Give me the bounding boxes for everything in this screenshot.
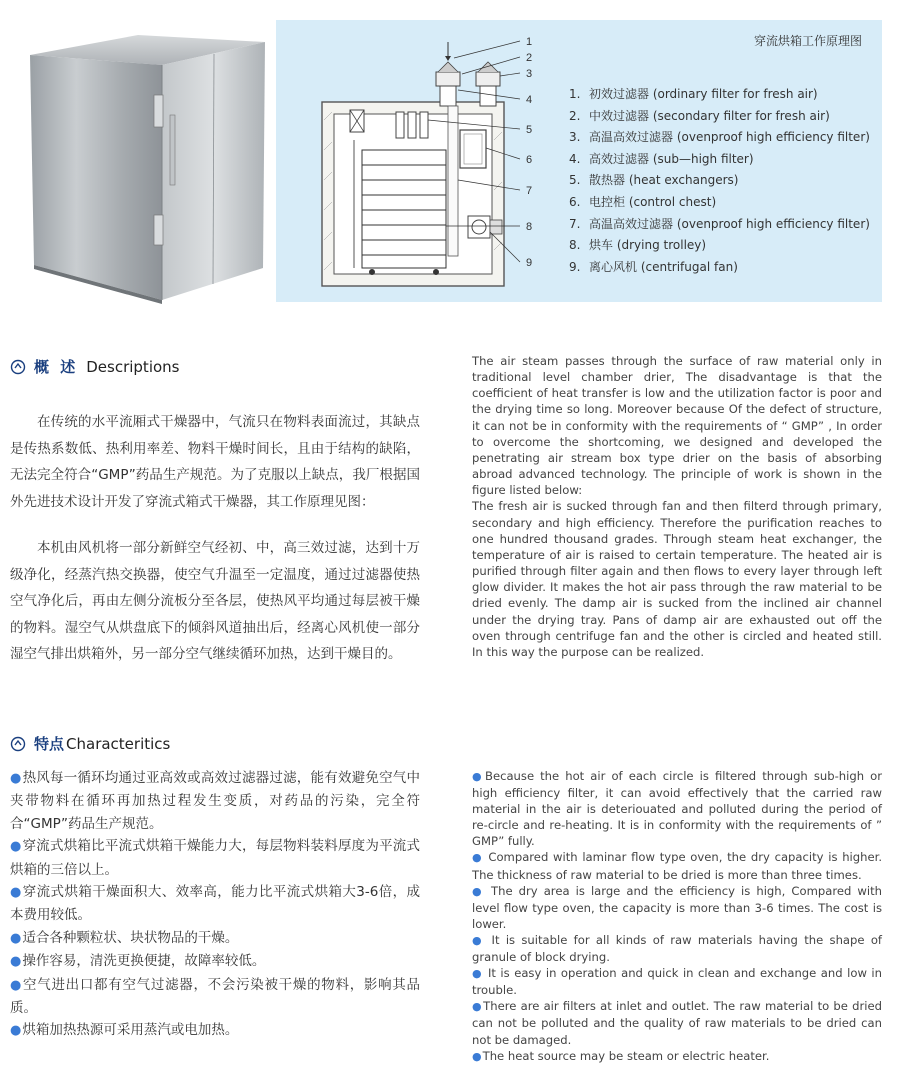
bullet-icon: ● — [472, 770, 484, 783]
characteristic-item-zh — [10, 835, 420, 881]
bullet-icon: ● — [472, 884, 484, 898]
bullet-icon: ● — [10, 771, 22, 786]
callout-1: 1 — [526, 36, 533, 48]
descriptions-paragraph-zh: 在传统的水平流厢式干燥器中，气流只在物料表面流过，其缺点是传热系数低、热利用率差、物料干燥时间长，且由于结构的缺陷，无法完全符合“GMP”药品生产规范。为了克服以上缺点，我厂根据国外先进技术设计开发了穿流式箱式干燥器，其工作原理见图： — [10, 414, 420, 510]
legend-number: 3. — [569, 130, 581, 145]
bullet-icon: ● — [472, 1000, 483, 1014]
characteristic-text-en: The dry area is large and the efficiency is high, Compared with level flow type oven, the capacity is more than 3-6 times. The cost is lower. — [472, 883, 882, 931]
callout-7: 7 — [526, 185, 533, 197]
descriptions-text-en — [472, 353, 882, 660]
characteristic-text-zh: 穿流式烘箱比平流式烘箱干燥能力大，每层物料装料厚度为平流式烘箱的三倍以上。 — [10, 838, 421, 878]
characteristic-item-zh — [10, 927, 420, 950]
descriptions-paragraph-en: The air steam passes through the surface of raw material only in traditional level chamber drier, The disadvantage is that the coefficient of heat transfer is low and the utilization factor is poor and the drying time so long. Moreover because Of the defect of structure, it can not be in conformity with the requirements of “ GMP” , In order to overcome the shortcoming, we designed and developed the penetrating air stream box type drier on the basis of absorbing abroad advanced technology. The principle of work is shown in the figure listed below: — [472, 354, 882, 498]
callout-8: 8 — [526, 221, 533, 233]
legend-item — [569, 84, 870, 106]
descriptions-text-zh — [10, 409, 420, 668]
characteristic-item-zh — [10, 950, 420, 973]
bullet-icon: ● — [10, 839, 22, 855]
characteristic-text-en: The heat source may be steam or electric heater. — [482, 1048, 770, 1063]
characteristics-title-zh: 特点 — [34, 735, 65, 753]
bullet-icon: ● — [10, 1023, 22, 1039]
characteristic-item-zh — [10, 767, 420, 835]
characteristic-item-en — [472, 998, 882, 1047]
descriptions-paragraph-zh: 本机由风机将一部分新鲜空气经初、中，高三效过滤，达到十万级净化，经蒸汽热交换器，使空气升温至一定温度，通过过滤器使热空气净化后，再由左侧分流板分至各层，使热风平均通过每层被干燥的物料。湿空气从烘盘底下的倾斜风道抽出后，经离心风机使一部分湿空气排出烘箱外，另一部分空气继续循环加热，达到干燥目的。 — [10, 540, 420, 662]
characteristic-text-en: There are air filters at inlet and outlet. The raw material to be dried can not be polluted and the quality of raw materials to be dried can not be damaged. — [472, 999, 882, 1047]
legend-text: 电控柜 (control chest) — [589, 194, 717, 209]
callout-4: 4 — [526, 94, 533, 106]
section-circle-icon — [10, 736, 26, 752]
characteristic-text-zh: 穿流式烘箱干燥面积大、效率高，能力比平流式烘箱大3-6倍，成本费用较低。 — [10, 884, 420, 924]
callout-2: 2 — [526, 52, 533, 64]
characteristic-item-zh — [10, 974, 420, 1020]
diagram-legend — [569, 84, 870, 278]
characteristic-item-zh — [10, 881, 420, 927]
callout-5: 5 — [526, 124, 533, 136]
characteristic-text-zh: 烘箱加热热源可采用蒸汽或电加热。 — [22, 1022, 239, 1039]
bullet-icon: ● — [10, 954, 22, 970]
legend-text: 离心风机 (centrifugal fan) — [589, 259, 738, 274]
legend-number: 5. — [569, 173, 581, 188]
descriptions-title-en: Descriptions — [86, 357, 180, 376]
oven-schematic — [276, 20, 576, 302]
diagram-title: 穿流烘箱工作原理图 — [753, 34, 862, 48]
legend-item — [569, 149, 870, 171]
legend-text: 高温高效过滤器 (ovenproof high efficiency filter) — [589, 216, 870, 231]
legend-text: 烘车 (drying trolley) — [589, 238, 707, 253]
bullet-icon: ● — [10, 930, 22, 946]
characteristic-item-en — [472, 768, 882, 849]
characteristic-item-en — [472, 883, 882, 932]
characteristic-text-zh: 热风每一循环均通过亚高效或高效过滤器过滤，能有效避免空气中夹带物料在循环再加热过程发生变质，对药品的污染，完全符合“GMP”药品生产规范。 — [10, 770, 421, 832]
legend-item — [569, 214, 870, 236]
characteristic-text-en: It is easy in operation and quick in clean and exchange and low in trouble. — [472, 966, 883, 998]
characteristic-text-zh: 空气进出口都有空气过滤器，不会污染被干燥的物料，影响其品质。 — [10, 976, 421, 1017]
working-principle-diagram — [276, 20, 882, 302]
legend-item — [569, 106, 870, 128]
characteristic-item-en — [472, 932, 882, 965]
characteristic-text-en: It is suitable for all kinds of raw materials having the shape of granule of block drying. — [472, 932, 882, 965]
characteristic-item-en — [472, 849, 882, 882]
legend-item — [569, 257, 870, 279]
legend-item — [569, 235, 870, 257]
legend-text: 中效过滤器 (secondary filter for fresh air) — [589, 108, 830, 123]
section-circle-icon — [10, 359, 26, 375]
oven-cabinet-photo — [20, 10, 270, 310]
callout-3: 3 — [526, 68, 533, 80]
legend-number: 9. — [569, 259, 581, 274]
characteristic-item-en — [472, 965, 882, 998]
characteristic-text-zh: 操作容易，清洗更换便捷，故障率较低。 — [22, 953, 266, 970]
legend-item — [569, 170, 870, 192]
bullet-icon: ● — [472, 851, 483, 865]
legend-text: 高效过滤器 (sub—high filter) — [589, 151, 754, 166]
legend-number: 8. — [569, 238, 581, 253]
characteristic-item-en — [472, 1048, 882, 1065]
legend-item — [569, 192, 870, 214]
characteristic-text-en: Compared with laminar flow type oven, the dry capacity is higher. The thickness of raw material to be dried is more than three times. — [472, 850, 883, 882]
descriptions-header — [10, 356, 179, 377]
bullet-icon: ● — [10, 885, 22, 901]
bullet-icon: ● — [10, 977, 23, 993]
characteristics-title-en: Characteritics — [66, 734, 171, 753]
legend-number: 1. — [569, 87, 581, 101]
characteristics-header — [10, 733, 170, 754]
bullet-icon: ● — [472, 933, 485, 947]
bullet-icon: ● — [472, 1049, 482, 1063]
legend-number: 7. — [569, 216, 581, 231]
characteristic-text-zh: 适合各种颗粒状、块状物品的干燥。 — [22, 929, 239, 946]
characteristics-list-zh — [10, 767, 420, 1043]
legend-text: 高温高效过滤器 (ovenproof high efficiency filter) — [589, 130, 870, 145]
callout-6: 6 — [526, 154, 533, 166]
bullet-icon: ● — [472, 967, 483, 981]
descriptions-paragraph-en: The fresh air is sucked through fan and then filterd through primary, secondary and high efficiency. Therefore the purification reaches to one hundred thousand grades. Through steam heat exchanger, the temperature of air is raised to certain temperature. The heated air is purified through filter again and then flows to every layer through left glow divider. It makes the hot air pass through the raw material to be dried evenly. The damp air is sucked from the inclined air channel under the drying tray. Pans of damp air are exhausted out off the oven through centrifuge fan and the other is circled and heated still. In this way the purpose can be realized. — [472, 499, 882, 659]
legend-number: 6. — [569, 194, 581, 209]
characteristic-text-en: Because the hot air of each circle is filtered through sub-high or high efficiency filter, it can avoid effectively that the carried raw material in the air is deteriouated and polluted during the period of re-circle and re-heating. It is in conformity with the requirements of ” GMP” fully. — [472, 769, 882, 849]
characteristics-list-en — [472, 768, 882, 1065]
callout-9: 9 — [526, 257, 533, 269]
legend-text: 散热器 (heat exchangers) — [589, 173, 739, 188]
legend-number: 4. — [569, 151, 581, 166]
descriptions-title-zh: 概 述 — [34, 358, 79, 376]
characteristic-item-zh — [10, 1019, 420, 1042]
legend-number: 2. — [569, 108, 581, 123]
legend-item — [569, 127, 870, 149]
legend-text: 初效过滤器 (ordinary filter for fresh air) — [589, 87, 818, 101]
